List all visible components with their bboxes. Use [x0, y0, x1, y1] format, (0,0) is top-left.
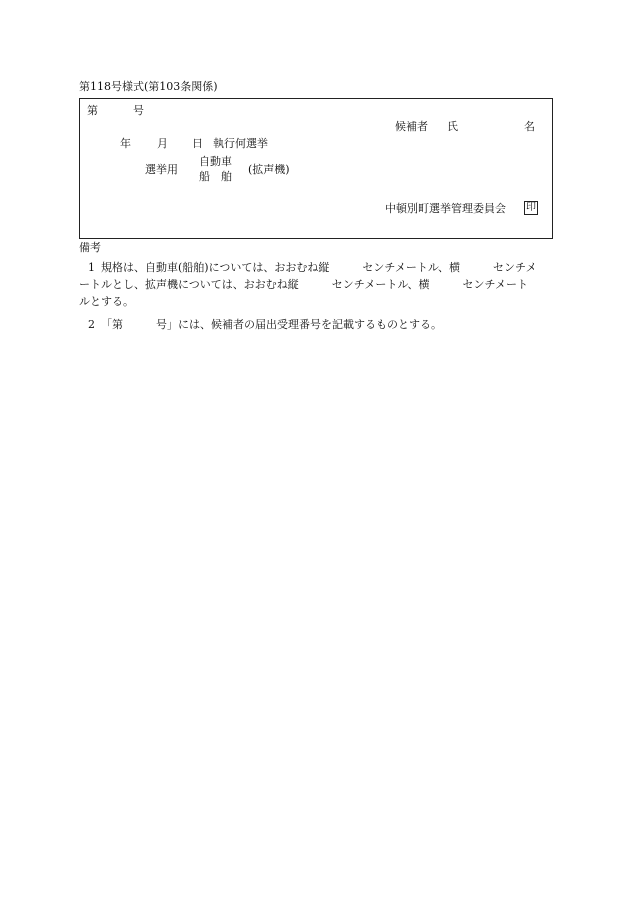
number-suffix: 号: [133, 104, 144, 117]
month-label: 月: [157, 137, 168, 150]
remark-line: ルとする。: [79, 295, 134, 308]
seal-mark: 印: [526, 202, 536, 213]
form-title: 第118号様式(第103条関係): [79, 80, 218, 93]
name-label-second: 名: [524, 120, 535, 133]
remark-number: 2: [88, 318, 95, 331]
remark-line: ートルとし、拡声機については、おおむね縦 センチメートル、横 センチメート: [79, 278, 529, 291]
day-label: 日: [192, 137, 203, 150]
remark-item-1: [79, 259, 553, 310]
remark-line: 「第 号」には、候補者の届出受理番号を記載するものとする。: [101, 318, 442, 331]
vehicle-boat-label: 船 舶: [199, 170, 232, 183]
remark-number: 1: [88, 261, 95, 274]
remark-line: 規格は、自動車(船舶)については、おおむね縦 センチメートル、横 センチメ: [101, 261, 537, 274]
remark-item-2: [79, 316, 553, 333]
year-label: 年: [120, 137, 131, 150]
vehicle-car-label: 自動車: [199, 155, 232, 168]
candidate-label: 候補者: [395, 120, 428, 133]
usage-label: 選挙用: [145, 163, 178, 176]
election-label: 執行何選挙: [213, 137, 268, 150]
loudspeaker-label: (拡声機): [248, 163, 290, 176]
number-prefix: 第: [87, 104, 98, 117]
name-label-first: 氏: [447, 120, 458, 133]
remarks-heading: 備考: [79, 241, 101, 254]
issuer-name: 中頓別町選挙管理委員会: [385, 202, 506, 215]
